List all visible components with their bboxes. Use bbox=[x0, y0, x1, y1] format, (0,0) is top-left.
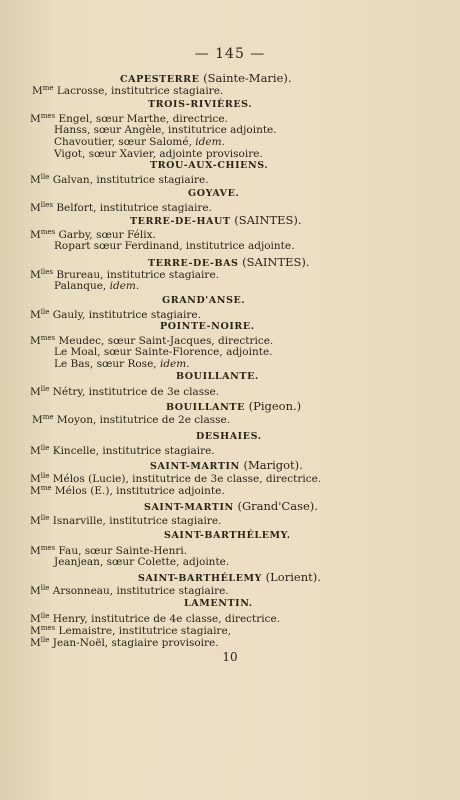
honorific: $M^{lle}$ bbox=[30, 612, 50, 625]
entry-text: Isnarville, institutrice stagiaire. bbox=[52, 515, 222, 527]
honorific: $M^{lles}$ bbox=[30, 201, 53, 214]
section-title: BOUILLANTE. bbox=[176, 371, 259, 382]
entry-text: Vigot, sœur Xavier, adjointe provisoire. bbox=[54, 148, 263, 160]
section-heading-deshaies bbox=[196, 431, 262, 442]
staff-entry bbox=[32, 413, 230, 426]
section-qualifier: (SAINTES). bbox=[230, 213, 302, 227]
entry-text: Mélos (Lucie), institutrice de 3e classe, directrice. bbox=[52, 473, 322, 485]
section-heading-goyave bbox=[188, 188, 239, 199]
section-heading-saint-barthelemy bbox=[164, 530, 291, 541]
entry-text: Meudec, sœur Saint-Jacques, directrice. bbox=[58, 335, 274, 347]
section-title: POINTE-NOIRE. bbox=[160, 321, 255, 332]
entry-text: Ropart sœur Ferdinand, institutrice adjointe. bbox=[54, 240, 295, 252]
section-heading-terre-de-bas bbox=[148, 255, 310, 269]
section-title: SAINT-BARTHÉLEMY bbox=[138, 573, 263, 584]
honorific: $M^{me}$ bbox=[32, 84, 54, 97]
staff-entry bbox=[30, 636, 219, 649]
entry-text: Nétry, institutrice de 3e classe. bbox=[52, 386, 220, 398]
section-qualifier: (Grand'Case). bbox=[233, 499, 318, 513]
page-number: — 145 — bbox=[194, 46, 266, 62]
section-title: SAINT-MARTIN bbox=[144, 502, 234, 513]
honorific: $M^{lle}$ bbox=[30, 385, 50, 398]
section-qualifier: (Pigeon.) bbox=[244, 399, 302, 413]
entry-text: Arsonneau, institutrice stagiaire. bbox=[52, 585, 229, 597]
entry-text: Mélos (E.), institutrice adjointe. bbox=[54, 485, 225, 497]
section-heading-capesterre bbox=[120, 71, 292, 85]
honorific: $M^{lle}$ bbox=[30, 514, 50, 527]
entry-text: Palanque, bbox=[54, 280, 107, 292]
entry-text: Lemaistre, institutrice stagiaire, bbox=[58, 625, 231, 637]
section-heading-trou-aux-chiens bbox=[150, 160, 268, 171]
honorific: $M^{me}$ bbox=[32, 413, 54, 426]
section-heading-bouillante-pigeon bbox=[166, 399, 301, 413]
section-title: TERRE-DE-BAS bbox=[148, 258, 239, 269]
entry-text: Jean-Noël, stagiaire provisoire. bbox=[52, 637, 219, 649]
staff-entry bbox=[30, 514, 221, 527]
staff-entry bbox=[54, 358, 190, 370]
staff-entry bbox=[54, 280, 139, 292]
section-heading-saint-martin-grand-case bbox=[144, 499, 318, 513]
section-title: TERRE-DE-HAUT bbox=[130, 216, 231, 227]
section-title: LAMENTIN. bbox=[184, 598, 253, 609]
section-title: BOUILLANTE bbox=[166, 402, 245, 413]
honorific: $M^{mes}$ bbox=[30, 544, 56, 557]
entry-text: Fau, sœur Sainte-Henri. bbox=[58, 545, 188, 557]
section-qualifier: (Lorient). bbox=[262, 570, 321, 584]
entry-text: Brureau, institutrice stagiaire. bbox=[56, 269, 219, 281]
staff-entry bbox=[30, 484, 225, 497]
staff-entry bbox=[54, 556, 229, 568]
staff-entry bbox=[54, 346, 273, 358]
entry-text: Jeanjean, sœur Colette, adjointe. bbox=[54, 556, 230, 568]
entry-idem: idem. bbox=[109, 280, 140, 292]
honorific: $M^{mes}$ bbox=[30, 112, 56, 125]
staff-entry bbox=[32, 84, 223, 97]
entry-text: Galvan, institutrice stagiaire. bbox=[52, 174, 209, 186]
section-heading-bouillante bbox=[176, 371, 259, 382]
staff-entry bbox=[30, 173, 209, 186]
honorific: $M^{me}$ bbox=[30, 484, 52, 497]
honorific: $M^{mes}$ bbox=[30, 624, 56, 637]
staff-entry bbox=[54, 240, 294, 252]
section-title: CAPESTERRE bbox=[120, 74, 200, 85]
entry-text: Kincelle, institutrice stagiaire. bbox=[52, 445, 215, 457]
entry-text: Gauly, institutrice stagiaire. bbox=[52, 309, 201, 321]
honorific: $M^{lle}$ bbox=[30, 173, 50, 186]
honorific: $M^{lle}$ bbox=[30, 584, 50, 597]
section-title: SAINT-MARTIN bbox=[150, 461, 240, 472]
entry-text: Engel, sœur Marthe, directrice. bbox=[58, 113, 228, 125]
staff-entry bbox=[54, 124, 277, 136]
section-heading-pointe-noire bbox=[160, 321, 255, 332]
honorific: $M^{lle}$ bbox=[30, 308, 50, 321]
section-heading-lamentin bbox=[184, 598, 253, 609]
honorific: $M^{lle}$ bbox=[30, 444, 50, 457]
section-qualifier: (Marigot). bbox=[239, 458, 303, 472]
staff-entry bbox=[30, 308, 201, 321]
section-title: DESHAIES. bbox=[196, 431, 262, 442]
honorific: $M^{lle}$ bbox=[30, 472, 50, 485]
section-title: TROU-AUX-CHIENS. bbox=[150, 160, 269, 171]
section-title: TROIS-RIVIÈRES. bbox=[148, 99, 253, 110]
entry-text: Chavoutier, sœur Salomé, bbox=[54, 136, 192, 148]
entry-idem: idem. bbox=[195, 136, 225, 148]
entry-idem: idem. bbox=[159, 358, 190, 370]
section-heading-trois-rivieres bbox=[148, 99, 252, 110]
section-title: GRAND'ANSE. bbox=[162, 295, 246, 306]
signature-mark: 10 bbox=[222, 650, 238, 664]
entry-text: Le Bas, sœur Rose, bbox=[54, 358, 157, 370]
honorific: $M^{lles}$ bbox=[30, 268, 53, 281]
staff-entry bbox=[30, 444, 215, 457]
section-heading-grand-anse bbox=[162, 295, 245, 306]
entry-text: Le Moal, sœur Sainte-Florence, adjointe. bbox=[54, 346, 273, 358]
honorific: $M^{mes}$ bbox=[30, 228, 56, 241]
honorific: $M^{lle}$ bbox=[30, 636, 50, 649]
staff-entry bbox=[30, 584, 229, 597]
section-qualifier: (SAINTES). bbox=[238, 255, 310, 269]
section-title: SAINT-BARTHÉLEMY. bbox=[164, 530, 291, 541]
entry-text: Belfort, institutrice stagiaire. bbox=[56, 202, 212, 214]
honorific: $M^{mes}$ bbox=[30, 334, 56, 347]
section-title: GOYAVE. bbox=[188, 188, 240, 199]
section-heading-saint-barthelemy-lorient bbox=[138, 570, 321, 584]
entry-text: Hanss, sœur Angèle, institutrice adjointe. bbox=[54, 124, 277, 136]
staff-entry bbox=[54, 136, 225, 148]
entry-text: Henry, institutrice de 4e classe, directrice. bbox=[52, 613, 281, 625]
entry-text: Lacrosse, institutrice stagiaire. bbox=[56, 85, 224, 97]
staff-entry bbox=[54, 148, 263, 160]
section-heading-saint-martin-marigot bbox=[150, 458, 303, 472]
staff-entry bbox=[30, 385, 219, 398]
section-qualifier: (Sainte-Marie). bbox=[199, 71, 292, 85]
entry-text: Moyon, institutrice de 2e classe. bbox=[56, 414, 231, 426]
section-heading-terre-de-haut bbox=[130, 213, 302, 227]
entry-text: Garby, sœur Félix. bbox=[58, 229, 156, 241]
